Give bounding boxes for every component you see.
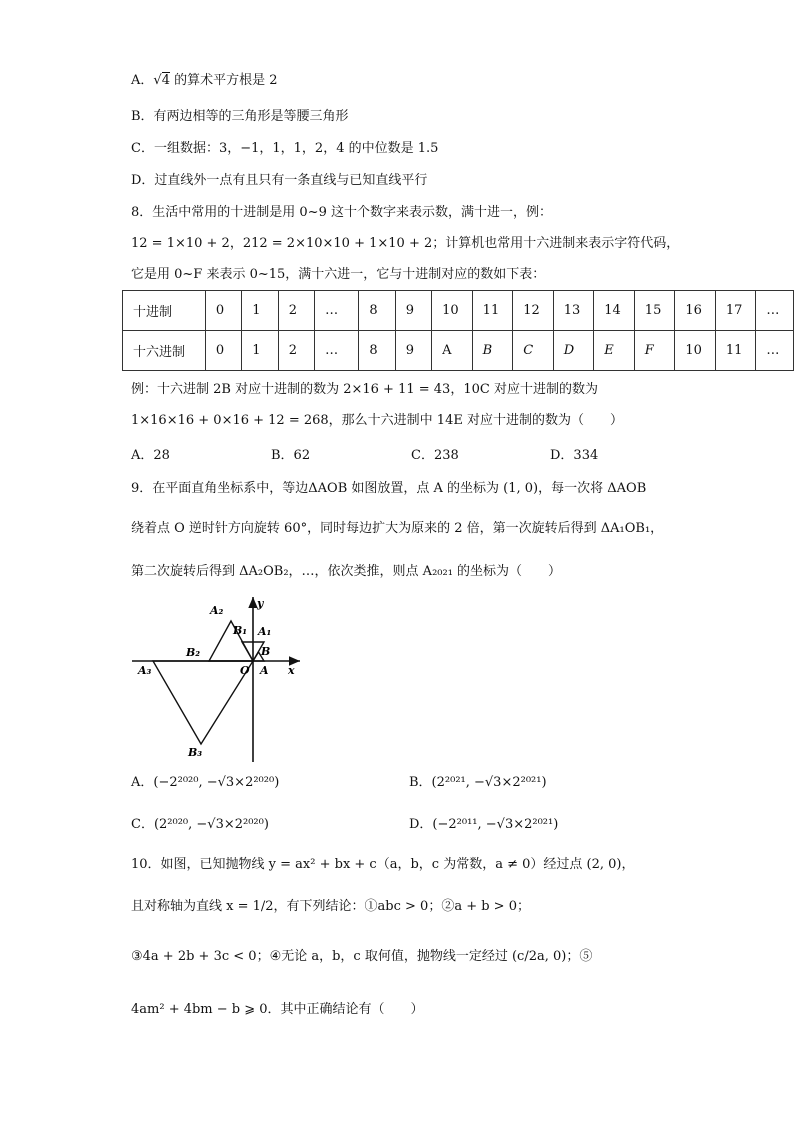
table-cell: 1 [242, 291, 278, 331]
table-cell: … [756, 291, 794, 331]
table-cell: 9 [395, 331, 431, 371]
q9-stem-line2: 绕着点 O 逆时针方向旋转 60°，同时每边扩大为原来的 2 倍，第一次旋转后得到 ΔA₁OB₁， [131, 521, 664, 536]
table-cell: 16 [675, 291, 716, 331]
q8-example-line2: 1×16×16 + 0×16 + 12 = 268，那么十六进制中 14E 对应十进制的数为（ ） [131, 413, 623, 428]
table-cell: 0 [205, 331, 241, 371]
table-cell: 15 [634, 291, 675, 331]
table-cell: … [315, 331, 359, 371]
label-b: B [261, 645, 271, 658]
q7-option-d: D．过直线外一点有且只有一条直线与已知直线平行 [131, 173, 428, 188]
q8-option-c: C．238 [411, 448, 459, 463]
q8-option-b: B．62 [271, 448, 311, 463]
q8-option-a: A．28 [131, 448, 170, 463]
q10-stem-line3: ③4a + 2b + 3c < 0；④无论 a，b，c 取何值，抛物线一定经过 (c/2a, 0)；⑤ [131, 949, 593, 964]
label-a2: A₂ [210, 604, 224, 617]
table-cell: 12 [513, 291, 554, 331]
table-cell: A [432, 331, 473, 371]
table-cell: 11 [715, 331, 756, 371]
q9-stem-line1: 9．在平面直角坐标系中，等边ΔAOB 如图放置，点 A 的坐标为 (1, 0)，每一次将 ΔAOB [131, 481, 647, 496]
table-cell: E [594, 331, 635, 371]
label-b2: B₂ [186, 646, 201, 659]
table-cell: F [634, 331, 675, 371]
table-cell: 2 [278, 331, 314, 371]
triangle-a3ob3 [153, 661, 253, 744]
table-cell: 1 [242, 331, 278, 371]
q9-option-a: A．(−2²⁰²⁰, −√3×2²⁰²⁰) [131, 775, 280, 790]
hex-row-label: 十六进制 [123, 331, 206, 371]
q8-option-d: D．334 [550, 448, 599, 463]
q9-option-d: D．(−2²⁰¹¹, −√3×2²⁰²¹) [409, 817, 559, 832]
table-cell: 10 [675, 331, 716, 371]
hex-row [123, 331, 794, 371]
label-a: A [260, 664, 269, 677]
sqrt-symbol: √ [153, 73, 162, 88]
table-cell: 8 [359, 291, 395, 331]
label-b3: B₃ [188, 746, 203, 759]
decimal-row [123, 291, 794, 331]
table-cell: 2 [278, 291, 314, 331]
label-x: x [288, 664, 295, 677]
table-cell: 0 [205, 291, 241, 331]
table-cell: C [513, 331, 554, 371]
label-y: y [257, 597, 264, 610]
table-cell: 9 [395, 291, 431, 331]
q8-stem-line3: 它是用 0~F 来表示 0~15，满十六进一，它与十进制对应的数如下表： [131, 267, 546, 282]
q9-option-b: B．(2²⁰²¹, −√3×2²⁰²¹) [409, 775, 547, 790]
label-a3: A₃ [138, 664, 152, 677]
q9-figure [130, 594, 305, 764]
label-o: O [240, 664, 250, 677]
table-cell: 13 [553, 291, 594, 331]
q8-stem-line2: 12 = 1×10 + 2，212 = 2×10×10 + 1×10 + 2；计算机也常用十六进制来表示字符代码， [131, 236, 680, 251]
q7-option-c: C．一组数据：3，−1，1，1，2，4 的中位数是 1.5 [131, 141, 439, 156]
q9-stem-line3: 第二次旋转后得到 ΔA₂OB₂，…，依次类推，则点 A₂₀₂₁ 的坐标为（ ） [131, 564, 562, 579]
table-cell: 11 [472, 291, 513, 331]
table-cell: … [315, 291, 359, 331]
table-cell: … [756, 331, 794, 371]
q7-option-a: A．√4 的算术平方根是 2 [131, 73, 278, 88]
q8-stem-line1: 8．生活中常用的十进制是用 0~9 这十个数字来表示数，满十进一，例： [131, 205, 552, 220]
q10-stem-line1: 10．如图，已知抛物线 y = ax² + bx + c（a，b，c 为常数，a ≠ 0）经过点 (2, 0)， [131, 857, 635, 872]
label-b1: B₁ [233, 624, 248, 637]
q10-stem-line4: 4am² + 4bm − b ⩾ 0．其中正确结论有（ ） [131, 1002, 424, 1017]
table-cell: 10 [432, 291, 473, 331]
q9-option-c: C．(2²⁰²⁰, −√3×2²⁰²⁰) [131, 817, 269, 832]
table-cell: 8 [359, 331, 395, 371]
decimal-row-label: 十进制 [123, 291, 206, 331]
table-cell: D [553, 331, 594, 371]
q7-option-b: B．有两边相等的三角形是等腰三角形 [131, 109, 349, 124]
q10-stem-line2: 且对称轴为直线 x = 1/2，有下列结论：①abc > 0；②a + b > 0； [131, 899, 530, 914]
table-cell: B [472, 331, 513, 371]
table-cell: 14 [594, 291, 635, 331]
q8-example-line1: 例：十六进制 2B 对应十进制的数为 2×16 + 11 = 43，10C 对应十进制的数为 [131, 382, 598, 397]
hex-decimal-table [122, 290, 794, 371]
table-cell: 17 [715, 291, 756, 331]
label-a1: A₁ [258, 625, 272, 638]
